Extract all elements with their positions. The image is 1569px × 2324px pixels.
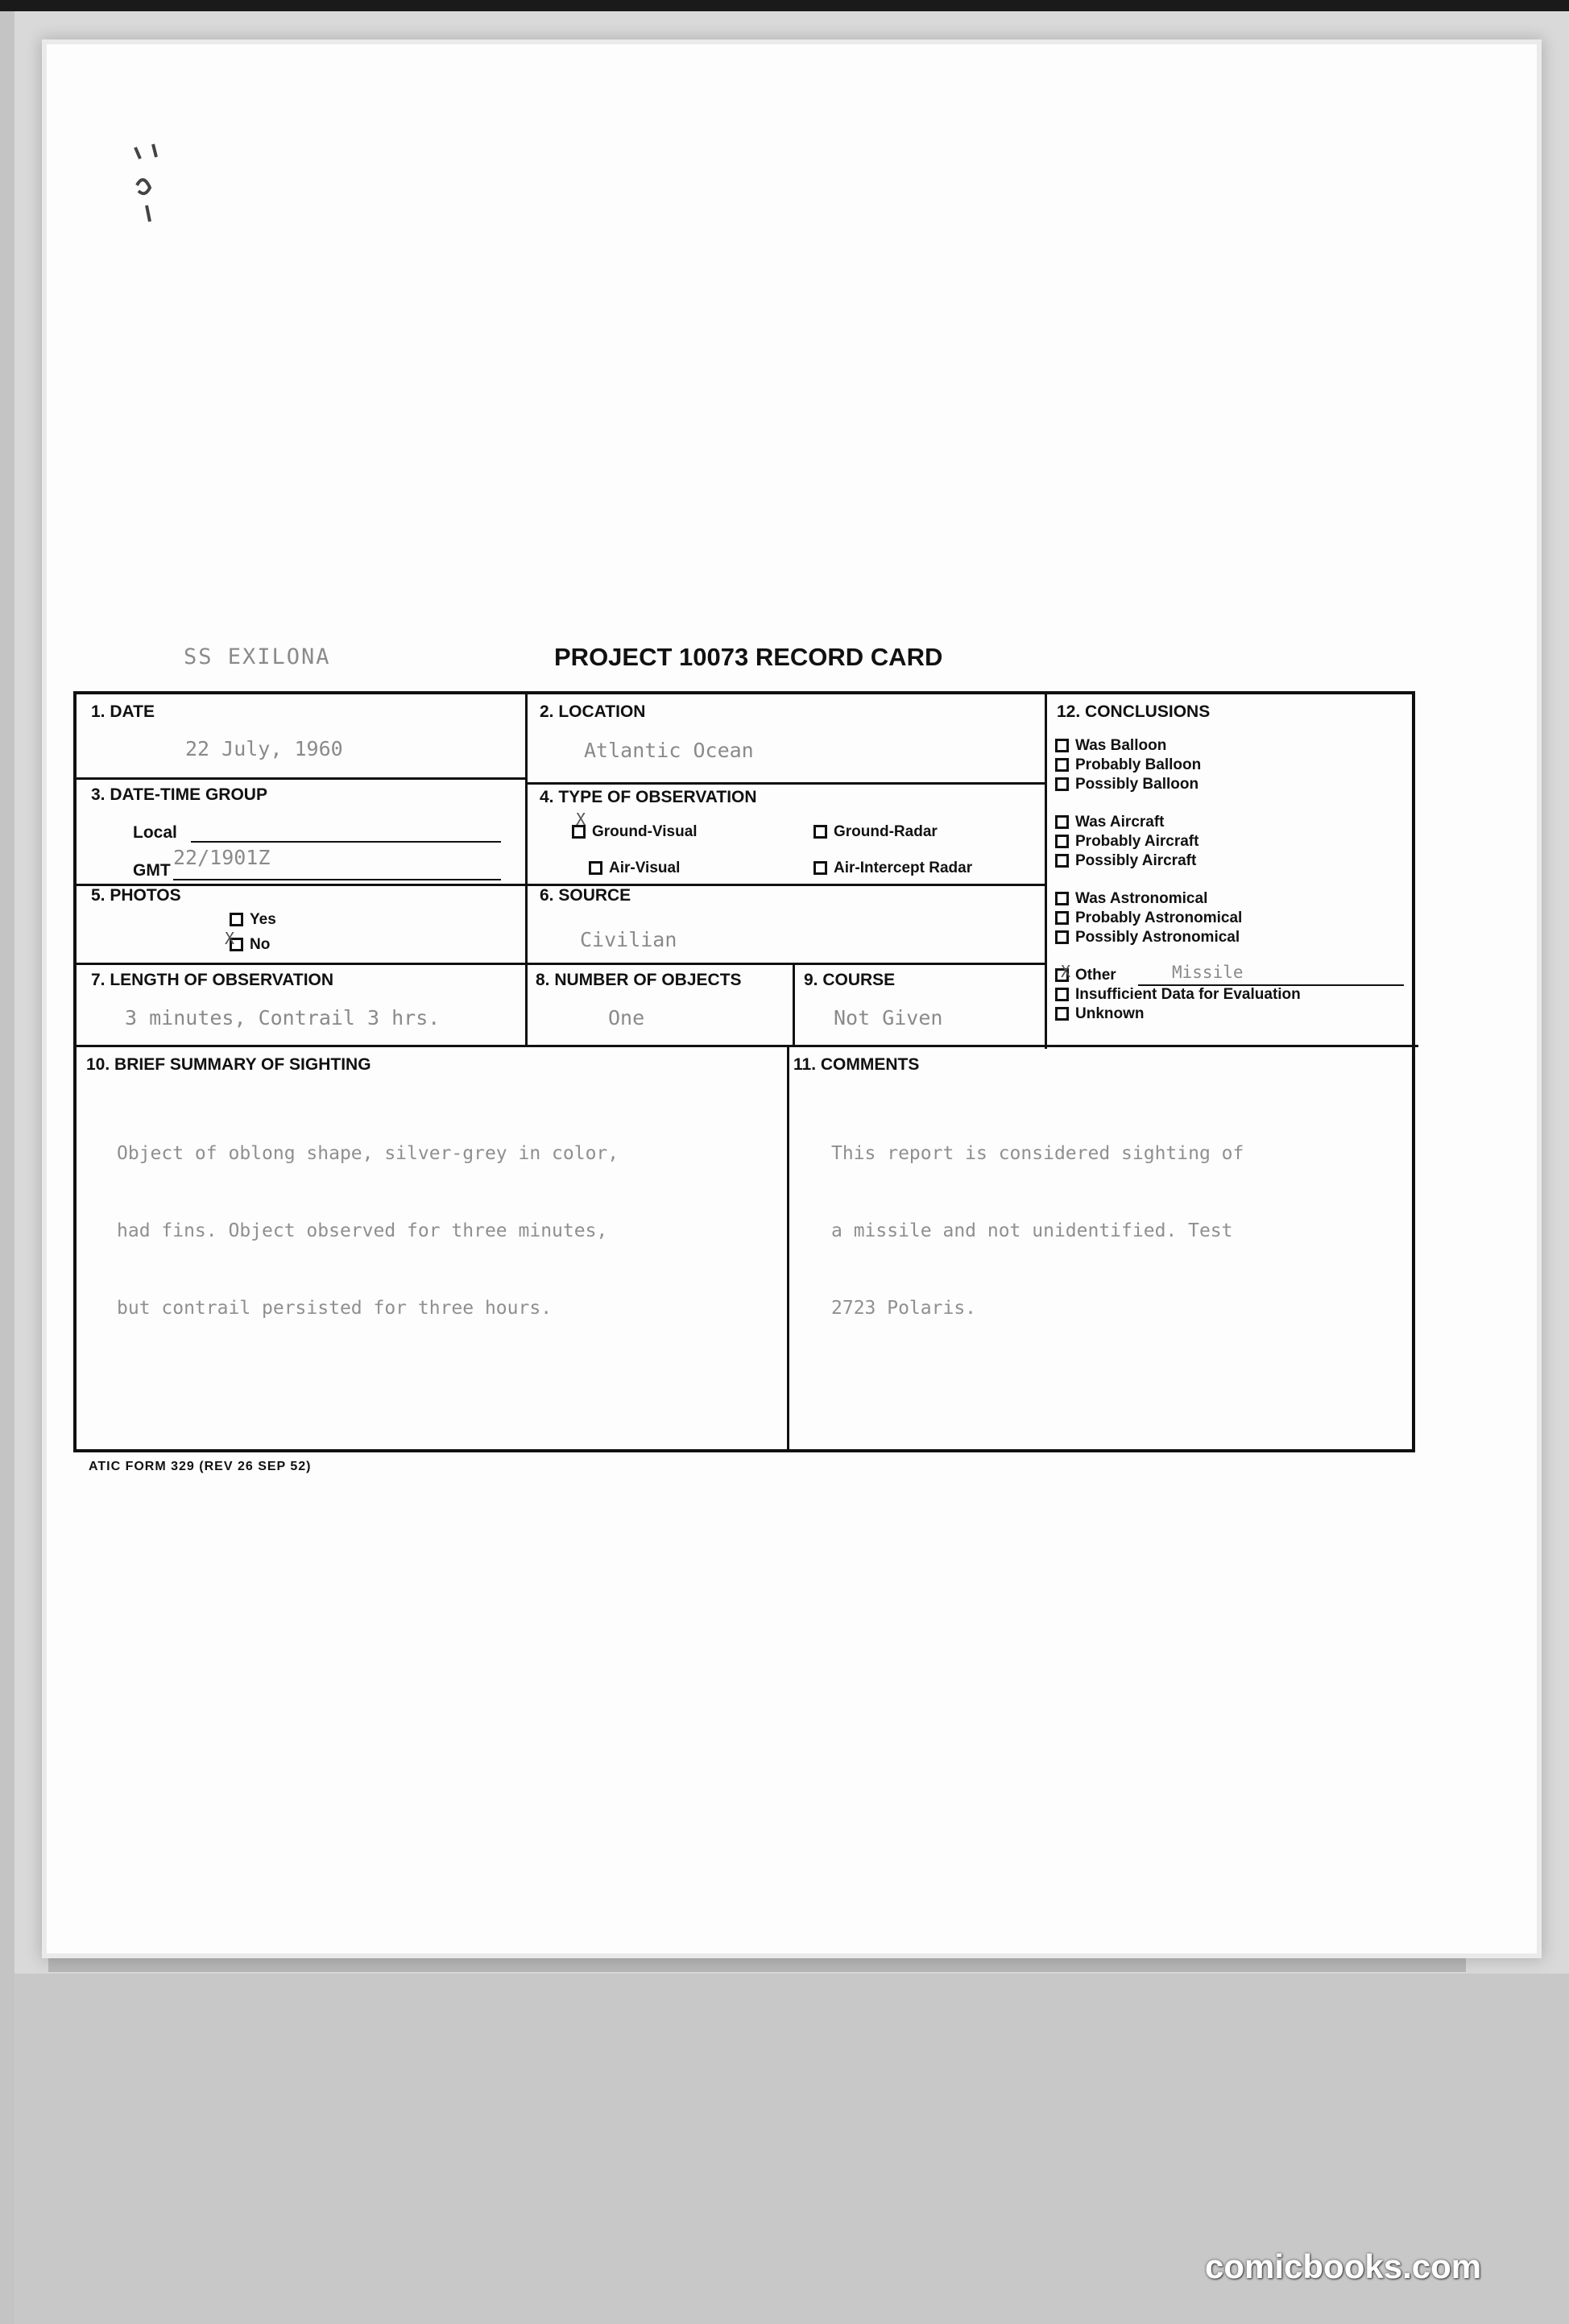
option-label: Was Aircraft [1075, 814, 1165, 831]
summary-line: Object of oblong shape, silver-grey in color, [117, 1143, 619, 1164]
option-air-intercept-radar [813, 860, 972, 877]
summary-text [117, 1089, 619, 1373]
record-card [73, 691, 1415, 1452]
option-label: Other [1075, 967, 1116, 984]
length-value: 3 minutes, Contrail 3 hrs. [125, 1006, 441, 1029]
conclusion-probably-balloon [1055, 756, 1201, 774]
checkbox [1055, 1007, 1069, 1021]
conclusion-other-value: Missile [1172, 963, 1244, 982]
option-air-visual [589, 860, 680, 877]
divider [525, 694, 528, 1045]
checkbox [230, 913, 243, 926]
checkbox [1055, 758, 1069, 772]
watermark: comicbooks.com [1205, 2247, 1482, 2285]
conclusion-was-aircraft [1055, 814, 1165, 831]
option-label: Air-Intercept Radar [834, 860, 973, 876]
dtg-gmt-value: 22/1901Z [173, 846, 271, 869]
course-label: 9. COURSE [804, 971, 896, 989]
check-mark: X [225, 929, 235, 948]
comments-line: This report is considered sighting of [831, 1143, 1244, 1164]
photos-yes [230, 911, 276, 929]
option-label: Yes [250, 911, 276, 928]
checkbox [1055, 988, 1069, 1001]
checkbox [1055, 835, 1069, 848]
dtg-local-line [191, 841, 501, 843]
dtg-gmt-line [173, 879, 501, 880]
conclusion-probably-astronomical [1055, 909, 1242, 927]
ink-mark [129, 141, 169, 230]
checkbox [1055, 892, 1069, 905]
checkbox [1055, 777, 1069, 791]
conclusion-possibly-balloon [1055, 776, 1198, 793]
option-label: Was Astronomical [1075, 890, 1208, 907]
option-label: No [250, 936, 271, 953]
source-value: Civilian [580, 928, 677, 951]
type-obs-label: 4. TYPE OF OBSERVATION [540, 788, 757, 806]
checkbox [1055, 815, 1069, 829]
divider [77, 963, 1045, 965]
option-label: Probably Aircraft [1075, 833, 1199, 850]
objects-value: One [608, 1006, 645, 1029]
card-title: PROJECT 10073 RECORD CARD [554, 643, 943, 671]
source-label: 6. SOURCE [540, 886, 631, 905]
option-ground-visual [572, 823, 698, 841]
sheet-shadow [48, 1956, 1466, 1972]
summary-line: but contrail persisted for three hours. [117, 1298, 553, 1319]
date-label: 1. DATE [91, 702, 155, 721]
objects-label: 8. NUMBER OF OBJECTS [536, 971, 742, 989]
option-label: Unknown [1075, 1005, 1145, 1022]
option-label: Insufficient Data for Evaluation [1075, 986, 1301, 1003]
conclusion-was-balloon [1055, 737, 1166, 755]
checkbox [813, 861, 827, 875]
option-label: Air-Visual [609, 860, 681, 876]
photos-no [230, 936, 270, 954]
photos-label: 5. PHOTOS [91, 886, 181, 905]
dtg-label: 3. DATE-TIME GROUP [91, 785, 267, 804]
checkbox [1055, 739, 1069, 752]
dtg-local-label: Local [133, 823, 177, 842]
comments-text [831, 1089, 1244, 1373]
conclusions-label: 12. CONCLUSIONS [1057, 702, 1211, 721]
checkbox [1055, 930, 1069, 944]
checkbox [813, 825, 827, 839]
option-label: Probably Astronomical [1075, 909, 1243, 926]
date-value: 22 July, 1960 [185, 737, 343, 760]
checkbox [589, 861, 602, 875]
divider [77, 777, 525, 780]
option-label: Ground-Radar [834, 823, 938, 840]
location-label: 2. LOCATION [540, 702, 646, 721]
length-label: 7. LENGTH OF OBSERVATION [91, 971, 334, 989]
conclusion-probably-aircraft [1055, 833, 1198, 851]
location-value: Atlantic Ocean [584, 739, 754, 762]
course-value: Not Given [834, 1006, 943, 1029]
summary-line: had fins. Object observed for three minutes, [117, 1220, 608, 1241]
divider [77, 1045, 1418, 1047]
divider [1045, 694, 1047, 1049]
scan-top-border [0, 0, 1569, 11]
scan-left-edge [0, 11, 14, 2324]
divider [793, 963, 795, 1045]
form-footer: ATIC FORM 329 (REV 26 SEP 52) [89, 1460, 312, 1473]
comments-label: 11. COMMENTS [793, 1055, 920, 1074]
checkbox [1055, 854, 1069, 868]
conclusion-was-astronomical [1055, 890, 1207, 908]
checkbox [1055, 911, 1069, 925]
summary-label: 10. BRIEF SUMMARY OF SIGHTING [86, 1055, 371, 1074]
option-label: Possibly Balloon [1075, 776, 1199, 793]
document-label: SS EXILONA [184, 644, 331, 669]
conclusion-unknown [1055, 1005, 1145, 1023]
option-label: Was Balloon [1075, 737, 1167, 754]
option-label: Ground-Visual [592, 823, 698, 840]
option-label: Possibly Aircraft [1075, 852, 1197, 869]
comments-line: a missile and not unidentified. Test [831, 1220, 1233, 1241]
dtg-gmt-label: GMT [133, 861, 171, 880]
option-ground-radar [813, 823, 938, 841]
comments-line: 2723 Polaris. [831, 1298, 977, 1319]
option-label: Probably Balloon [1075, 756, 1202, 773]
conclusion-possibly-astronomical [1055, 929, 1240, 947]
conclusion-possibly-aircraft [1055, 852, 1196, 870]
check-mark: X [576, 810, 586, 829]
check-mark: X [1061, 962, 1071, 981]
option-label: Possibly Astronomical [1075, 929, 1240, 946]
divider [525, 782, 1045, 785]
divider [787, 1045, 789, 1450]
conclusion-insufficient-data [1055, 986, 1301, 1004]
